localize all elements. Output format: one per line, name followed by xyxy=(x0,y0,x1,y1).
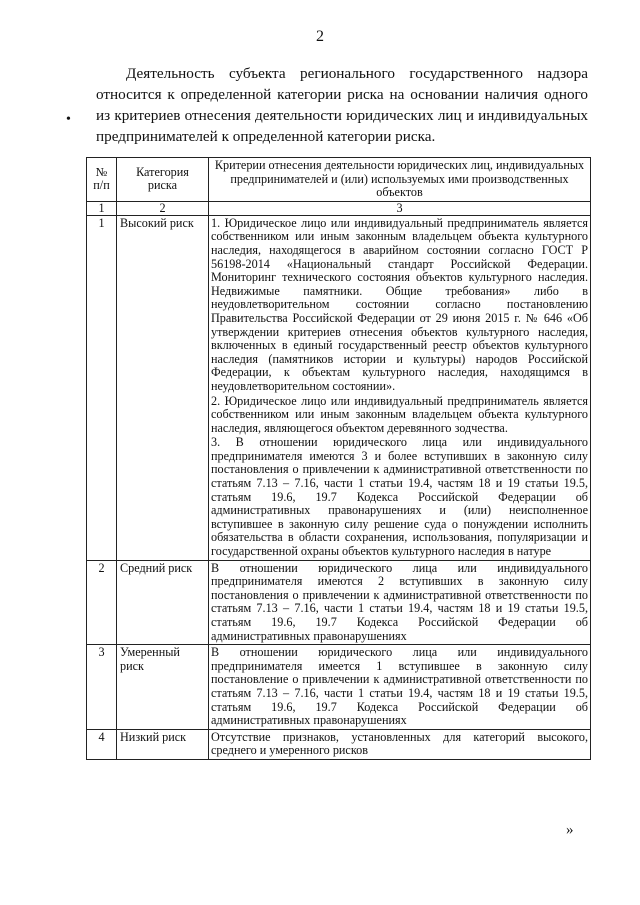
row-num: 1 xyxy=(87,215,117,560)
row-num: 2 xyxy=(87,560,117,645)
closing-quote: » xyxy=(566,822,574,838)
row-num: 3 xyxy=(87,645,117,730)
column-number: 3 xyxy=(209,201,591,215)
header-criteria: Критерии отнесения деятельности юридических лиц, индивидуальных предпринимателей и (или) используемых ими производственных объектов xyxy=(209,158,591,202)
row-category: Высокий риск xyxy=(117,215,209,560)
intro-paragraph xyxy=(96,63,588,147)
table-row xyxy=(87,645,591,730)
criterion-item: 3. В отношении юридического лица или индивидуального предпринимателя имеются 3 и более вступивших в законную силу постановления о привлечении к административной ответственности по статьям 7.13 – 7.16, части 1 статьи 19.4, частям 18 и 19 статьи 19.5, статьям 19.6, 19.7 Кодекса Российской Федерации об административных правонарушениях и (или) неисполненное вступившее в законную силу решение суда о понуждении исполнить обязательства в области сохранения, использования, популяризации и государственной охраны объектов культурного наследия в натуре xyxy=(211,435,588,559)
row-category: Умеренный риск xyxy=(117,645,209,730)
criterion-item: 2. Юридическое лицо или индивидуальный предприниматель является собственником или иным законным владельцем объекта культурного наследия, являющегося объектом деревянного зодчества. xyxy=(211,393,588,435)
header-num: № п/п xyxy=(87,158,117,202)
row-criteria xyxy=(209,729,591,759)
criterion-item: В отношении юридического лица или индивидуального предпринимателя имеются 2 вступивших в законную силу постановления о привлечении к административной ответственности по статьям 7.13 – 7.16, части 1 статьи 19.4, частям 18 и 19 статьи 19.5, статьям 19.6, 19.7 Кодекса Российской Федерации об административных правонарушениях xyxy=(211,560,588,643)
criterion-item: В отношении юридического лица или индивидуального предпринимателя имеется 1 вступившее в законную силу постановление о привлечении к административной ответственности по статьям 7.13 – 7.16, части 1 статьи 19.4, частям 18 и 19 статьи 19.5, статьям 19.6, 19.7 Кодекса Российской Федерации об административных правонарушениях xyxy=(211,645,588,728)
criterion-item: 1. Юридическое лицо или индивидуальный предприниматель является собственником или иным законным владельцем объекта культурного наследия, находящегося в аварийном состоянии согласно ГОСТ Р 56198-2014 «Национальный стандарт Российской Федерации. Мониторинг технического состояния объектов культурного наследия. Недвижимые памятники. Общие требования» либо в неудовлетворительном состоянии согласно постановлению Правительства Российской Федерации от 29 июня 2015 г. № 646 «Об утверждении критериев отнесения объектов культурного наследия, включенных в единый государственный реестр объектов культурного наследия (памятников истории и культуры) народов Российской Федерации, к объектам культурного наследия, находящимся в неудовлетворительном состоянии». xyxy=(211,215,588,393)
table-header-row xyxy=(87,158,591,202)
row-criteria xyxy=(209,215,591,560)
header-category: Категория риска xyxy=(117,158,209,202)
intro-text: Деятельность субъекта регионального государственного надзора относится к определенной категории риска на основании наличия одного из критериев отнесения деятельности юридических лиц и индивидуальных предпринимателей к определенной категории риска. xyxy=(96,65,588,145)
row-criteria xyxy=(209,560,591,645)
table-row xyxy=(87,729,591,759)
row-num: 4 xyxy=(87,729,117,759)
risk-criteria-table xyxy=(86,157,591,760)
row-category: Средний риск xyxy=(117,560,209,645)
margin-mark: • xyxy=(66,112,71,127)
row-criteria xyxy=(209,645,591,730)
column-number-row xyxy=(87,201,591,215)
column-number: 1 xyxy=(87,201,117,215)
criterion-item: Отсутствие признаков, установленных для категорий высокого, среднего и умеренного рисков xyxy=(211,729,588,758)
table-row xyxy=(87,215,591,560)
column-number: 2 xyxy=(117,201,209,215)
table-row xyxy=(87,560,591,645)
row-category: Низкий риск xyxy=(117,729,209,759)
page-number: 2 xyxy=(316,28,324,45)
